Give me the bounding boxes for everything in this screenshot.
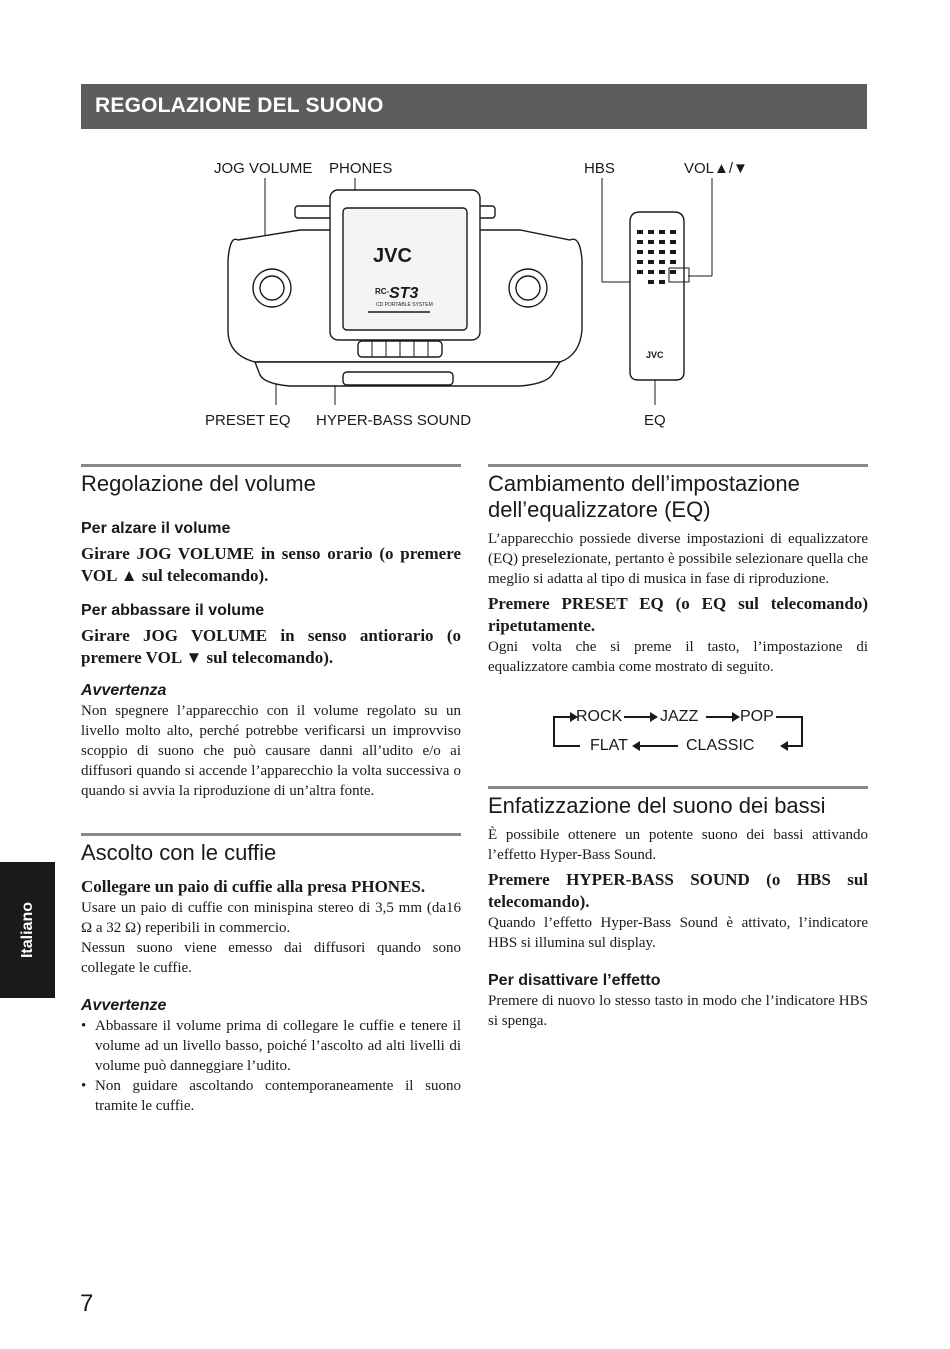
language-tab [0,862,55,998]
headphones-instruction: Collegare un paio di cuffie alla presa PHONES. [81,877,426,896]
eq-mode-rock: ROCK [576,708,623,725]
volume-heading: Regolazione del volume [81,471,316,496]
headphones-warnings-list [81,1016,461,1116]
remote-brand: JVC [646,350,664,360]
device-figure [0,0,950,450]
section-rule [488,786,868,789]
eq-mode-flat: FLAT [590,737,628,754]
bass-text: Quando l’effetto Hyper-Bass Sound è attivato, l’indicatore HBS si illumina sul display. [488,915,868,951]
section-title: REGOLAZIONE DEL SUONO [95,94,384,117]
volume-up-heading: Per alzare il volume [81,520,231,537]
eq-intro: L’apparecchio possiede diverse impostazioni di equalizzatore (EQ) preselezionate, pertanto è possibile selezionare quella che meglio si adatta al tipo di musica in fase di riproduzione. [488,531,868,587]
callout-hbs: HBS [584,160,615,177]
headphones-text-2: Nessun suono viene emesso dai diffusori quando sono collegate le cuffie. [81,940,461,976]
eq-text: Ogni volta che si preme il tasto, l’impostazione di equalizzatore cambia come mostrato di seguito. [488,639,868,675]
eq-heading: Cambiamento dell’impostazione dell’equalizzatore (EQ) [488,471,800,522]
bass-section [488,786,868,1031]
eq-mode-classic: CLASSIC [686,737,755,754]
callout-phones: PHONES [329,160,393,177]
list-item: • Non guidare ascoltando contemporaneamente il suono tramite le cuffie. [81,1076,461,1116]
callout-jog-volume: JOG VOLUME [214,160,313,177]
eq-instruction: Premere PRESET EQ (o EQ sul telecomando) ripetutamente. [488,594,868,635]
headphones-heading: Ascolto con le cuffie [81,840,277,865]
volume-warning-heading: Avvertenza [81,682,167,699]
device-model: ST3 [389,285,419,302]
device-subtitle: CD PORTABLE SYSTEM [376,302,433,308]
headphones-warnings-heading: Avvertenze [81,997,167,1014]
right-column [488,464,868,677]
device-brand: JVC [373,245,412,267]
list-item: • Abbassare il volume prima di collegare le cuffie e tenere il volume ad un livello basso, poiché l’ascolto ad alti livelli di volume può danneggiare l’udito. [81,1016,461,1076]
volume-down-text: Girare JOG VOLUME in senso antiorario (o premere VOL ▼ sul telecomando). [81,626,461,667]
callout-preset-eq: PRESET EQ [205,412,291,429]
device-illustration [0,0,950,450]
bass-instruction: Premere HYPER-BASS SOUND (o HBS sul telecomando). [488,870,868,911]
language-tab-label: Italiano [18,901,36,959]
callout-hyper-bass: HYPER-BASS SOUND [316,412,472,429]
section-rule [81,833,461,836]
bass-intro: È possibile ottenere un potente suono dei bassi attivando l’effetto Hyper-Bass Sound. [488,827,868,863]
bass-off-heading: Per disattivare l’effetto [488,972,661,989]
bass-off-text: Premere di nuovo lo stesso tasto in modo che l’indicatore HBS si spenga. [488,993,868,1029]
left-column [81,464,461,1116]
section-rule [81,464,461,467]
callout-eq: EQ [644,412,666,429]
volume-warning-text: Non spegnere l’apparecchio con il volume regolato su un livello molto alto, perché potrebbe verificarsi un improvviso scoppio di suono che può causare danni all’udito e/o ai diffusori quando si accende l’apparecchio la volta successiva o quando si avvia la riproduzione di un’altra fonte. [81,703,461,799]
page-number: 7 [80,1290,94,1317]
device-model-prefix: RC- [375,287,390,296]
volume-up-text: Girare JOG VOLUME in senso orario (o premere VOL ▲ sul telecomando). [81,544,461,585]
eq-cycle-diagram [540,704,820,758]
callout-vol: VOL▲/▼ [684,160,748,177]
eq-mode-pop: POP [740,708,774,725]
headphones-text-1: Usare un paio di cuffie con minispina stereo di 3,5 mm (da16 Ω a 32 Ω) reperibili in commercio. [81,900,461,936]
volume-down-heading: Per abbassare il volume [81,602,265,619]
eq-mode-jazz: JAZZ [660,708,699,725]
bass-heading: Enfatizzazione del suono dei bassi [488,793,826,818]
section-rule [488,464,868,467]
